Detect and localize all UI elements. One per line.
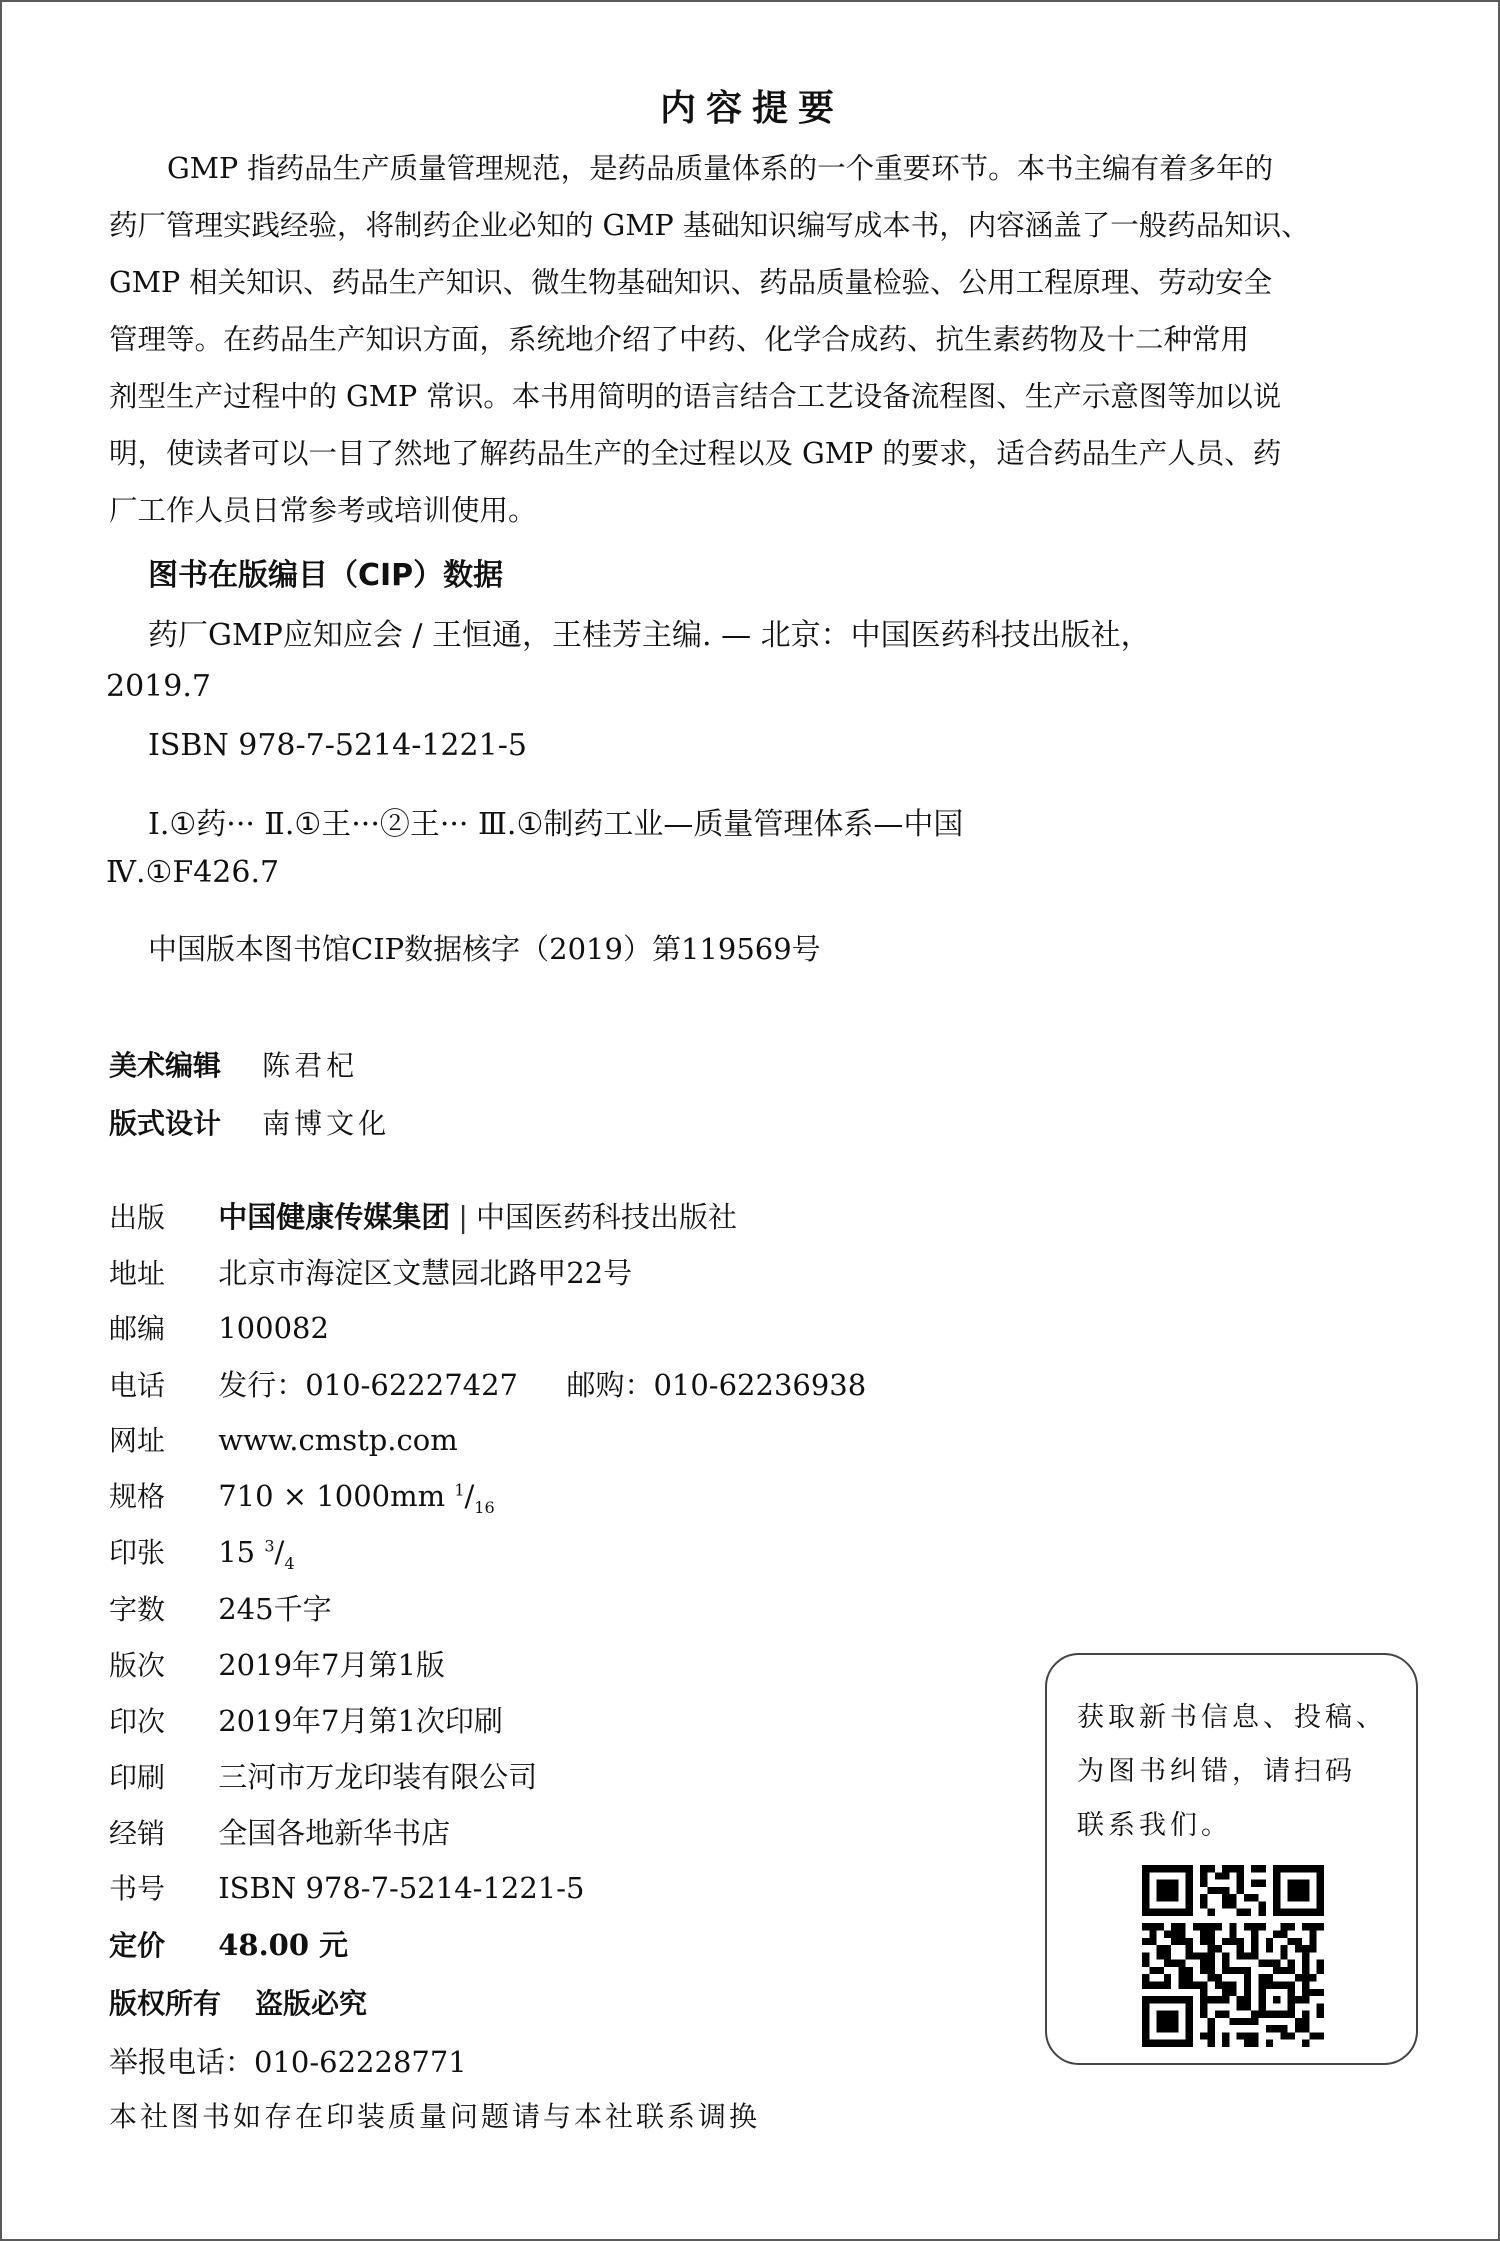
- fraction-denominator: 16: [474, 1497, 495, 1517]
- qr-box-text: [1077, 1691, 1387, 1853]
- summary-line: GMP 指药品生产质量管理规范，是药品质量体系的一个重要环节。本书主编有着多年的: [167, 152, 1274, 185]
- cip-approval-number: 中国版本图书馆CIP数据核字（2019）第119569号: [148, 932, 821, 966]
- info-row-distributor: [109, 1811, 450, 1867]
- info-row-postcode: [109, 1307, 329, 1363]
- info-value: 245千字: [218, 1592, 332, 1626]
- info-row-printing: [109, 1699, 503, 1755]
- fraction-numerator: 3: [264, 1536, 275, 1556]
- copyright-notice: [109, 1982, 367, 2022]
- info-label: 定价: [109, 1929, 166, 1962]
- credit-art-editor: [109, 1044, 358, 1084]
- cip-classification-code: Ⅳ.①F426.7: [106, 855, 280, 890]
- summary-line: GMP 相关知识、药品生产知识、微生物基础知识、药品质量检验、公用工程原理、劳动安全: [109, 266, 1273, 299]
- credit-label: 美术编辑: [109, 1049, 222, 1082]
- info-value: 北京市海淀区文慧园北路甲22号: [218, 1256, 633, 1290]
- publisher-press: 中国医药科技出版社: [476, 1200, 738, 1234]
- credit-label: 版式设计: [109, 1107, 222, 1140]
- info-label: 书号: [109, 1872, 166, 1905]
- cip-record-year: 2019.7: [106, 669, 211, 704]
- qr-code-icon[interactable]: [1142, 1865, 1324, 2047]
- qr-text-line: 为图书纠错，请扫码: [1077, 1756, 1356, 1787]
- summary-line: 药厂管理实践经验，将制药企业必知的 GMP 基础知识编写成本书，内容涵盖了一般药品知识、: [109, 209, 1310, 242]
- credit-value: 陈君杞: [262, 1049, 359, 1082]
- credit-layout-design: [109, 1102, 390, 1142]
- info-value: 2019年7月第1版: [218, 1648, 445, 1682]
- info-row-publisher: [109, 1195, 737, 1251]
- summary-line: 明，使读者可以一目了然地了解药品生产的全过程以及 GMP 的要求，适合药品生产人员、药: [109, 437, 1282, 470]
- sheets-value: 15: [218, 1535, 256, 1569]
- publisher-group: 中国健康传媒集团: [218, 1200, 451, 1234]
- info-label: 出版: [109, 1201, 166, 1234]
- summary-line: 剂型生产过程中的 GMP 常识。本书用简明的语言结合工艺设备流程图、生产示意图等加以说: [109, 380, 1282, 413]
- summary-line: 管理等。在药品生产知识方面，系统地介绍了中药、化学合成药、抗生素药物及十二种常用: [109, 323, 1250, 356]
- info-label: 印张: [109, 1536, 166, 1569]
- credit-value: 南博文化: [262, 1107, 391, 1140]
- info-label: 邮编: [109, 1312, 166, 1345]
- summary-body: [109, 140, 1421, 539]
- copyright-right: 盗版必究: [255, 1987, 368, 2020]
- copyright-left: 版权所有: [109, 1987, 222, 2020]
- info-row-word-count: [109, 1587, 332, 1643]
- cip-record-line: 药厂GMP应知应会 / 王恒通，王桂芳主编. — 北京：中国医药科技出版社，: [148, 618, 1151, 653]
- website-link[interactable]: www.cmstp.com: [218, 1423, 458, 1457]
- distribution-label: 发行：: [218, 1368, 306, 1402]
- info-label: 版次: [109, 1649, 166, 1682]
- info-value: 100082: [218, 1311, 329, 1345]
- info-label: 印刷: [109, 1761, 166, 1794]
- cip-heading: 图书在版编目（CIP）数据: [148, 558, 504, 593]
- qr-text-line: 联系我们。: [1077, 1810, 1232, 1841]
- info-label: 字数: [109, 1593, 166, 1626]
- info-value: 全国各地新华书店: [218, 1816, 451, 1850]
- info-label: 地址: [109, 1257, 166, 1290]
- mail-order-phone: 010-62236938: [653, 1368, 867, 1402]
- info-row-website: [109, 1419, 458, 1475]
- info-label: 电话: [109, 1369, 166, 1402]
- qr-text-line: 获取新书信息、投稿、: [1077, 1702, 1387, 1733]
- info-value: 三河市万龙印装有限公司: [218, 1760, 538, 1794]
- info-value: ISBN 978-7-5214-1221-5: [218, 1871, 585, 1905]
- info-row-format: 规格 710 × 1000mm $^1/_{16}$: [109, 1475, 495, 1531]
- summary-line: 厂工作人员日常参考或培训使用。: [109, 494, 537, 527]
- mail-order-label: 邮购：: [566, 1368, 654, 1402]
- info-row-phone: [109, 1363, 866, 1419]
- info-row-edition: [109, 1643, 445, 1699]
- info-row-printer: [109, 1755, 537, 1811]
- distribution-phone: 010-62227427: [305, 1368, 518, 1402]
- quality-notice: 本社图书如存在印装质量问题请与本社联系调换: [109, 2100, 761, 2133]
- info-row-address: [109, 1251, 632, 1307]
- info-row-book-number: [109, 1867, 585, 1923]
- info-label: 印次: [109, 1705, 166, 1738]
- fraction-numerator: 1: [454, 1480, 465, 1500]
- report-phone: 举报电话：010-62228771: [109, 2045, 467, 2079]
- fraction-denominator: 4: [284, 1553, 295, 1573]
- info-row-sheets: 印张 15 $^3/_4$: [109, 1531, 295, 1587]
- info-row-price: [109, 1923, 348, 1979]
- qr-box: [1045, 1653, 1418, 2065]
- format-value: 710 × 1000mm: [218, 1479, 446, 1513]
- info-label: 规格: [109, 1480, 166, 1513]
- cip-classification: Ⅰ.①药··· Ⅱ.①王···②王··· Ⅲ.①制药工业—质量管理体系—中国: [148, 807, 964, 842]
- separator: |: [458, 1200, 469, 1234]
- summary-title: 内容提要: [659, 88, 844, 129]
- info-label: 经销: [109, 1817, 166, 1850]
- info-value: 2019年7月第1次印刷: [218, 1704, 503, 1738]
- cip-isbn: ISBN 978-7-5214-1221-5: [148, 728, 527, 763]
- info-label: 网址: [109, 1424, 166, 1457]
- price-value: 48.00 元: [218, 1928, 349, 1962]
